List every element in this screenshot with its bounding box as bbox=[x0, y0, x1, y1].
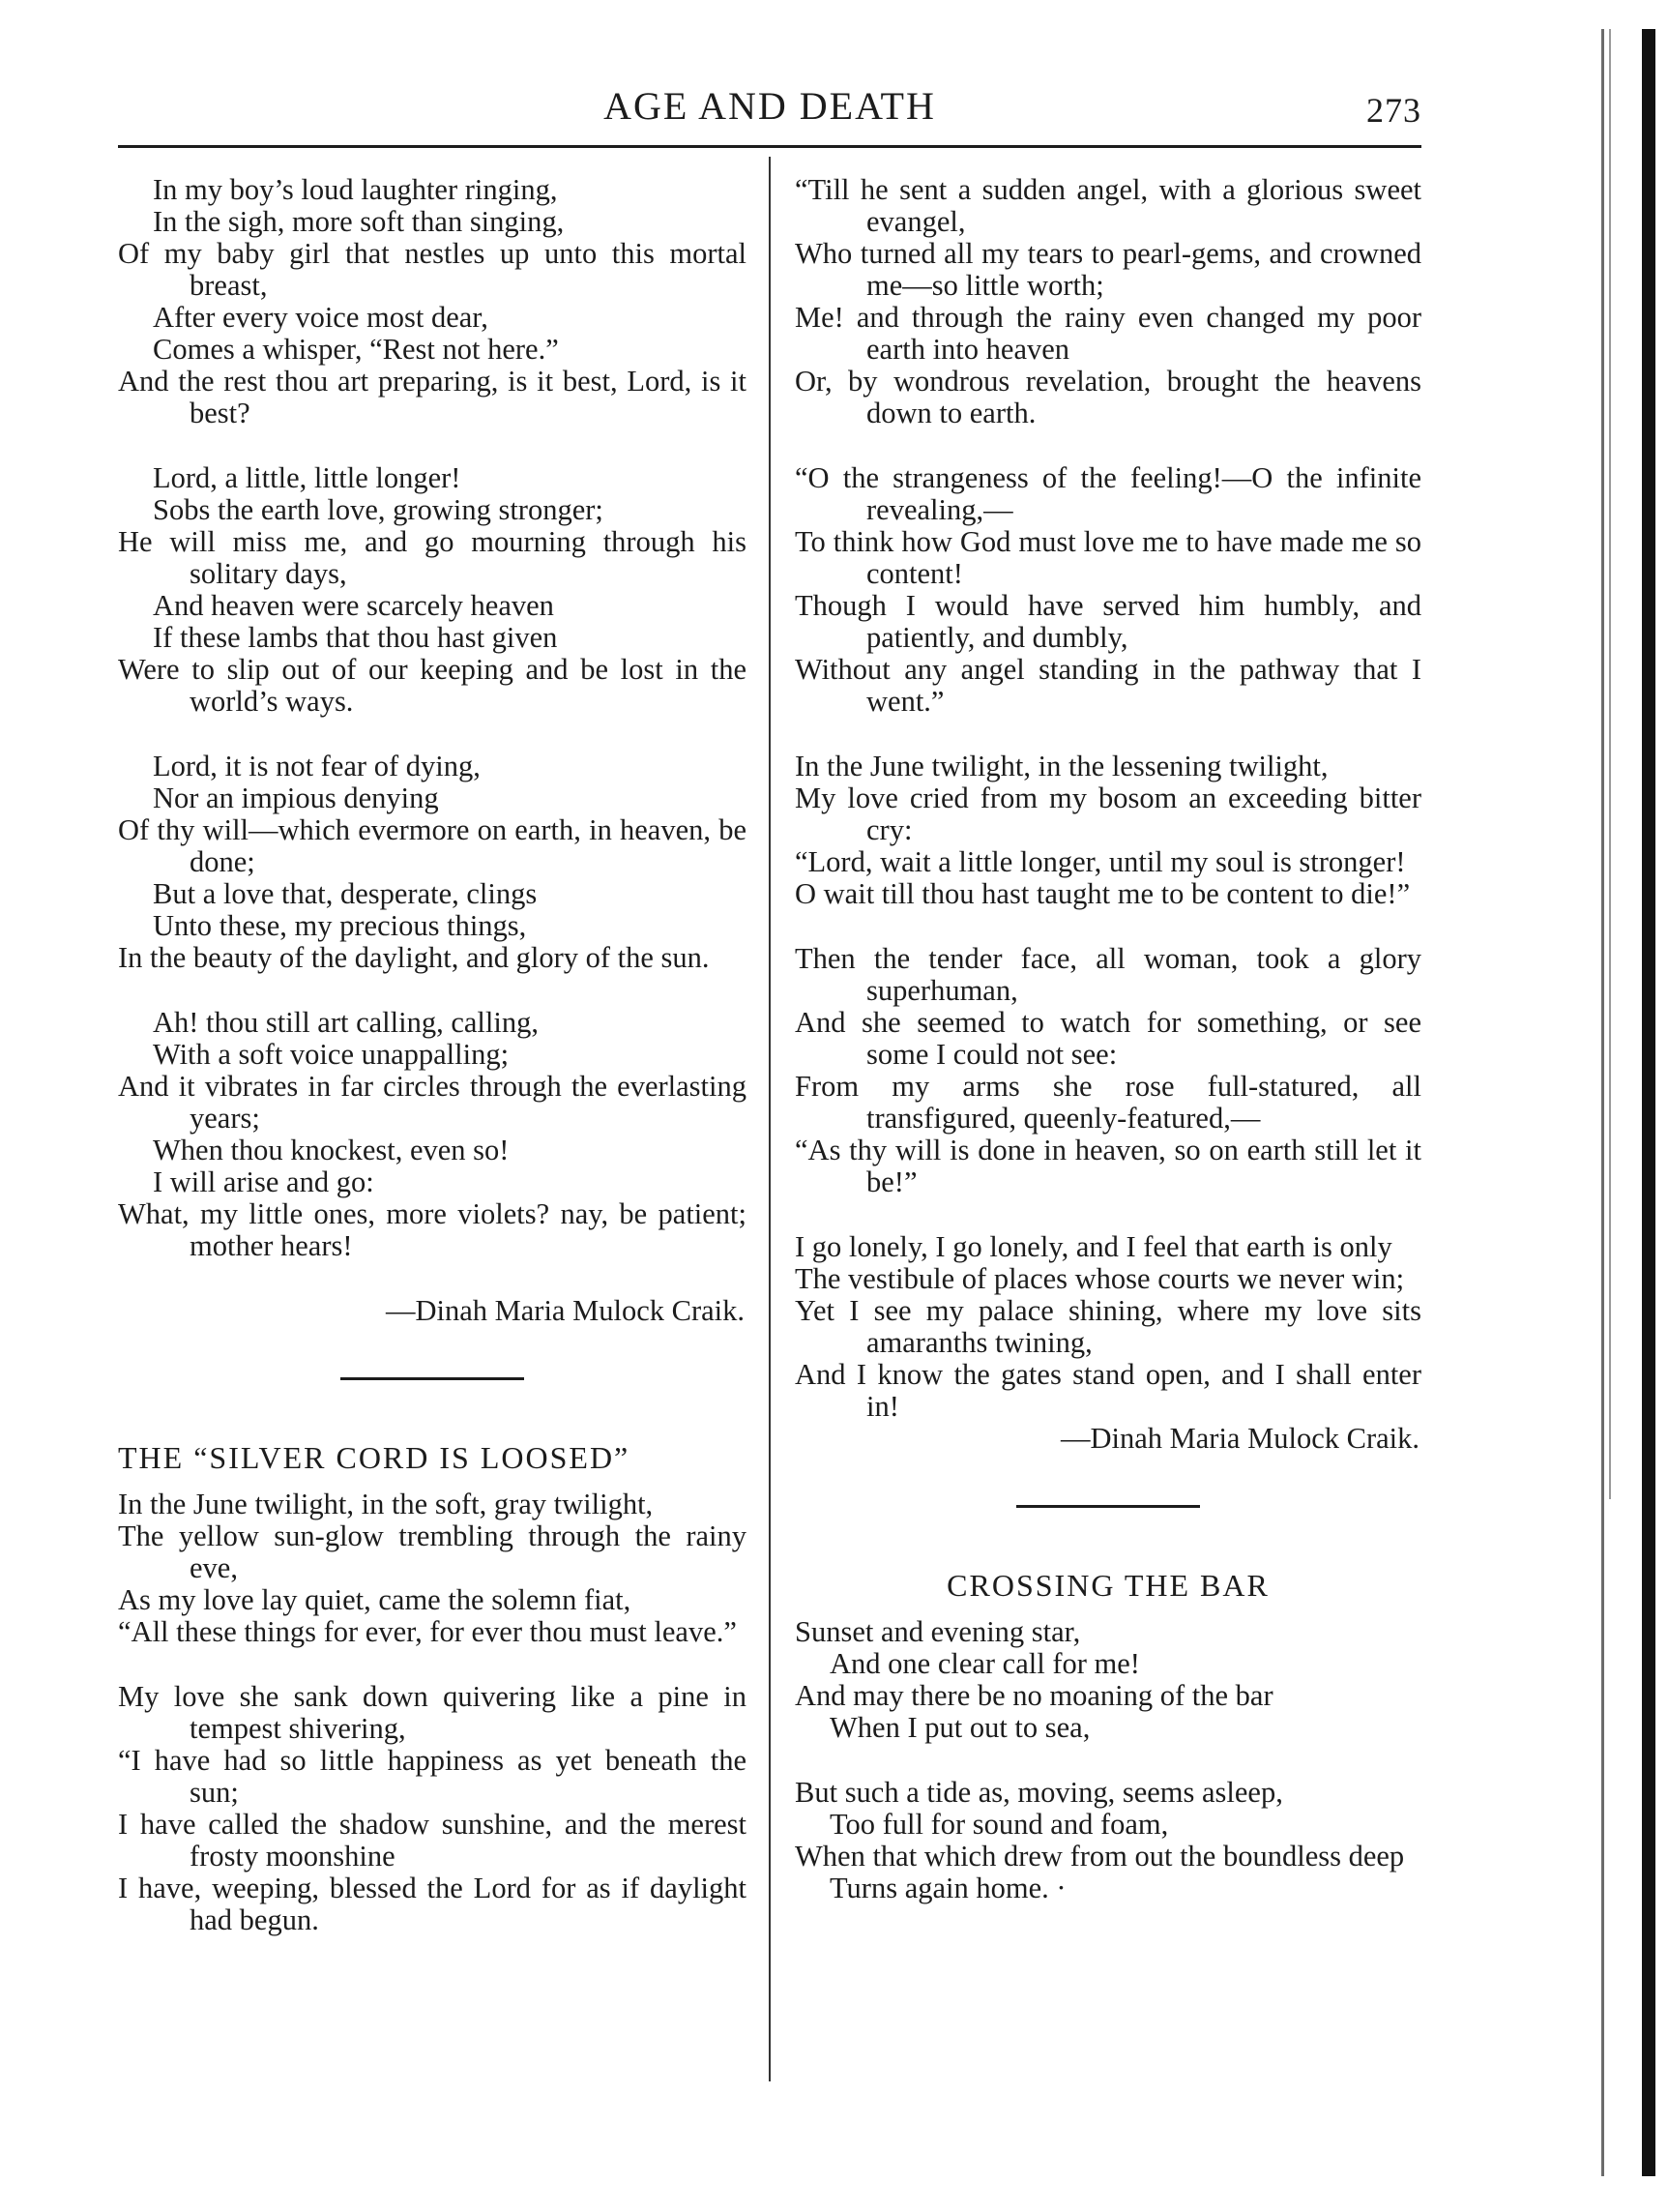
verse-line: I have called the shadow sunshine, and the merest frosty moonshine bbox=[118, 1808, 746, 1873]
verse-line: My love cried from my bosom an exceeding bitter cry: bbox=[795, 782, 1421, 846]
verse-line: “O the strangeness of the feeling!—O the infinite revealing,— bbox=[795, 461, 1421, 526]
verse-line: Yet I see my palace shining, where my love sits amaranths twining, bbox=[795, 1294, 1421, 1359]
attribution-craik-2: —Dinah Maria Mulock Craik. bbox=[1060, 1422, 1419, 1455]
stanza bbox=[118, 1681, 746, 1936]
scan-edge-line bbox=[1601, 29, 1604, 2176]
page-number: 273 bbox=[1366, 91, 1421, 130]
verse-line: And may there be no moaning of the bar bbox=[795, 1679, 1273, 1712]
stanza bbox=[795, 943, 1421, 1198]
verse-line: I have, weeping, blessed the Lord for as if daylight had begun. bbox=[118, 1872, 746, 1936]
verse-line: And the rest thou art preparing, is it best, Lord, is it best? bbox=[118, 365, 746, 429]
poem-age-and-death bbox=[118, 174, 746, 1262]
verse-line: Me! and through the rainy even changed my poor earth into heaven bbox=[795, 301, 1421, 366]
verse-line: I go lonely, I go lonely, and I feel that earth is only bbox=[795, 1230, 1392, 1263]
section-divider bbox=[1016, 1505, 1200, 1508]
verse-line: The yellow sun-glow trembling through the rainy eve, bbox=[118, 1519, 746, 1584]
scan-edge-bar bbox=[1642, 29, 1655, 2176]
right-column bbox=[795, 174, 1421, 1937]
verse-line: “Lord, wait a little longer, until my soul is stronger! bbox=[795, 845, 1406, 878]
verse-line: “I have had so little happiness as yet beneath the sun; bbox=[118, 1744, 746, 1809]
verse-line: In the June twilight, in the lessening twilight, bbox=[795, 750, 1329, 782]
verse-line: When that which drew from out the boundless deep bbox=[795, 1840, 1405, 1873]
verse-line: Ah! thou still art calling, calling, bbox=[153, 1006, 539, 1039]
stanza bbox=[795, 462, 1421, 718]
verse-line: Unto these, my precious things, bbox=[153, 909, 527, 942]
verse-line: In the beauty of the daylight, and glory of the sun. bbox=[118, 941, 710, 974]
verse-line: And it vibrates in far circles through the everlasting years; bbox=[118, 1070, 746, 1135]
verse-line: “Till he sent a sudden angel, with a glorious sweet evangel, bbox=[795, 173, 1421, 238]
verse-line: O wait till thou hast taught me to be content to die!” bbox=[795, 877, 1411, 910]
verse-line: Of thy will—which evermore on earth, in heaven, be done; bbox=[118, 813, 746, 878]
page-header bbox=[118, 81, 1421, 139]
verse-line: “All these things for ever, for ever thou must leave.” bbox=[118, 1615, 737, 1648]
verse-line: In my boy’s loud laughter ringing, bbox=[153, 173, 558, 206]
stanza bbox=[118, 1489, 746, 1648]
verse-line: And one clear call for me! bbox=[830, 1647, 1140, 1680]
verse-line: From my arms she rose full-statured, all transfigured, queenly-featured,— bbox=[795, 1070, 1421, 1135]
verse-line: Sunset and evening star, bbox=[795, 1615, 1081, 1648]
stanza bbox=[795, 1777, 1421, 1904]
verse-line: Without any angel standing in the pathway that I went.” bbox=[795, 653, 1421, 718]
verse-line: And I know the gates stand open, and I shall enter in! bbox=[795, 1358, 1421, 1423]
verse-line: In the sigh, more soft than singing, bbox=[153, 205, 565, 238]
verse-line: “As thy will is done in heaven, so on earth still let it be!” bbox=[795, 1134, 1421, 1198]
poem-silver-cord-part1 bbox=[118, 1489, 746, 1936]
attribution-craik-1: —Dinah Maria Mulock Craik. bbox=[385, 1294, 745, 1327]
verse-line: To think how God must love me to have made me so content! bbox=[795, 525, 1421, 590]
verse-line: And she seemed to watch for something, or see some I could not see: bbox=[795, 1006, 1421, 1071]
poem-title-crossing-the-bar: CROSSING THE BAR bbox=[947, 1568, 1270, 1603]
verse-line: He will miss me, and go mourning through his solitary days, bbox=[118, 525, 746, 590]
stanza bbox=[795, 1231, 1421, 1423]
verse-line: When I put out to sea, bbox=[830, 1711, 1091, 1744]
verse-line: The vestibule of places whose courts we never win; bbox=[795, 1262, 1405, 1295]
verse-line: But a love that, desperate, clings bbox=[153, 877, 538, 910]
section-divider bbox=[340, 1377, 524, 1380]
verse-line: With a soft voice unappalling; bbox=[153, 1038, 510, 1071]
stanza bbox=[118, 174, 746, 429]
verse-line: Sobs the earth love, growing stronger; bbox=[153, 493, 603, 526]
verse-line: And heaven were scarcely heaven bbox=[153, 589, 554, 622]
scan-edge-line bbox=[1609, 29, 1611, 1499]
verse-line: After every voice most dear, bbox=[153, 301, 488, 334]
verse-line: Turns again home. · bbox=[830, 1872, 1067, 1904]
verse-line: I will arise and go: bbox=[153, 1165, 374, 1198]
stanza bbox=[118, 1007, 746, 1262]
verse-line: In the June twilight, in the soft, gray twilight, bbox=[118, 1488, 654, 1520]
stanza bbox=[795, 751, 1421, 910]
verse-line: Or, by wondrous revelation, brought the heavens down to earth. bbox=[795, 365, 1421, 429]
verse-line: My love she sank down quivering like a pine in tempest shivering, bbox=[118, 1680, 746, 1745]
verse-line: Nor an impious denying bbox=[153, 782, 439, 814]
verse-line: Comes a whisper, “Rest not here.” bbox=[153, 333, 559, 366]
stanza bbox=[118, 462, 746, 718]
verse-line: Who turned all my tears to pearl-gems, and crowned me—so little worth; bbox=[795, 237, 1421, 302]
poem-silver-cord-part2 bbox=[795, 174, 1421, 1423]
verse-line: When thou knockest, even so! bbox=[153, 1134, 510, 1166]
verse-line: Were to slip out of our keeping and be lost in the world’s ways. bbox=[118, 653, 746, 718]
verse-line: Lord, a little, little longer! bbox=[153, 461, 461, 494]
verse-line: Then the tender face, all woman, took a glory superhuman, bbox=[795, 942, 1421, 1007]
stanza bbox=[795, 174, 1421, 429]
verse-line: Though I would have served him humbly, and patiently, and dumbly, bbox=[795, 589, 1421, 654]
header-rule bbox=[118, 145, 1421, 148]
column-divider bbox=[769, 157, 771, 2081]
stanza bbox=[118, 751, 746, 974]
verse-line: Too full for sound and foam, bbox=[830, 1808, 1169, 1841]
verse-line: If these lambs that thou hast given bbox=[153, 621, 558, 654]
left-column bbox=[118, 174, 746, 1969]
poem-title-silver-cord: THE “SILVER CORD IS LOOSED” bbox=[118, 1440, 630, 1475]
verse-line: What, my little ones, more violets? nay, be patient; mother hears! bbox=[118, 1197, 746, 1262]
poem-crossing-the-bar bbox=[795, 1616, 1421, 1904]
verse-line: Lord, it is not fear of dying, bbox=[153, 750, 481, 782]
verse-line: But such a tide as, moving, seems asleep, bbox=[795, 1776, 1283, 1809]
verse-line: Of my baby girl that nestles up unto this mortal breast, bbox=[118, 237, 746, 302]
verse-line: As my love lay quiet, came the solemn fiat, bbox=[118, 1583, 631, 1616]
stanza bbox=[795, 1616, 1421, 1744]
running-head: AGE AND DEATH bbox=[603, 84, 936, 128]
